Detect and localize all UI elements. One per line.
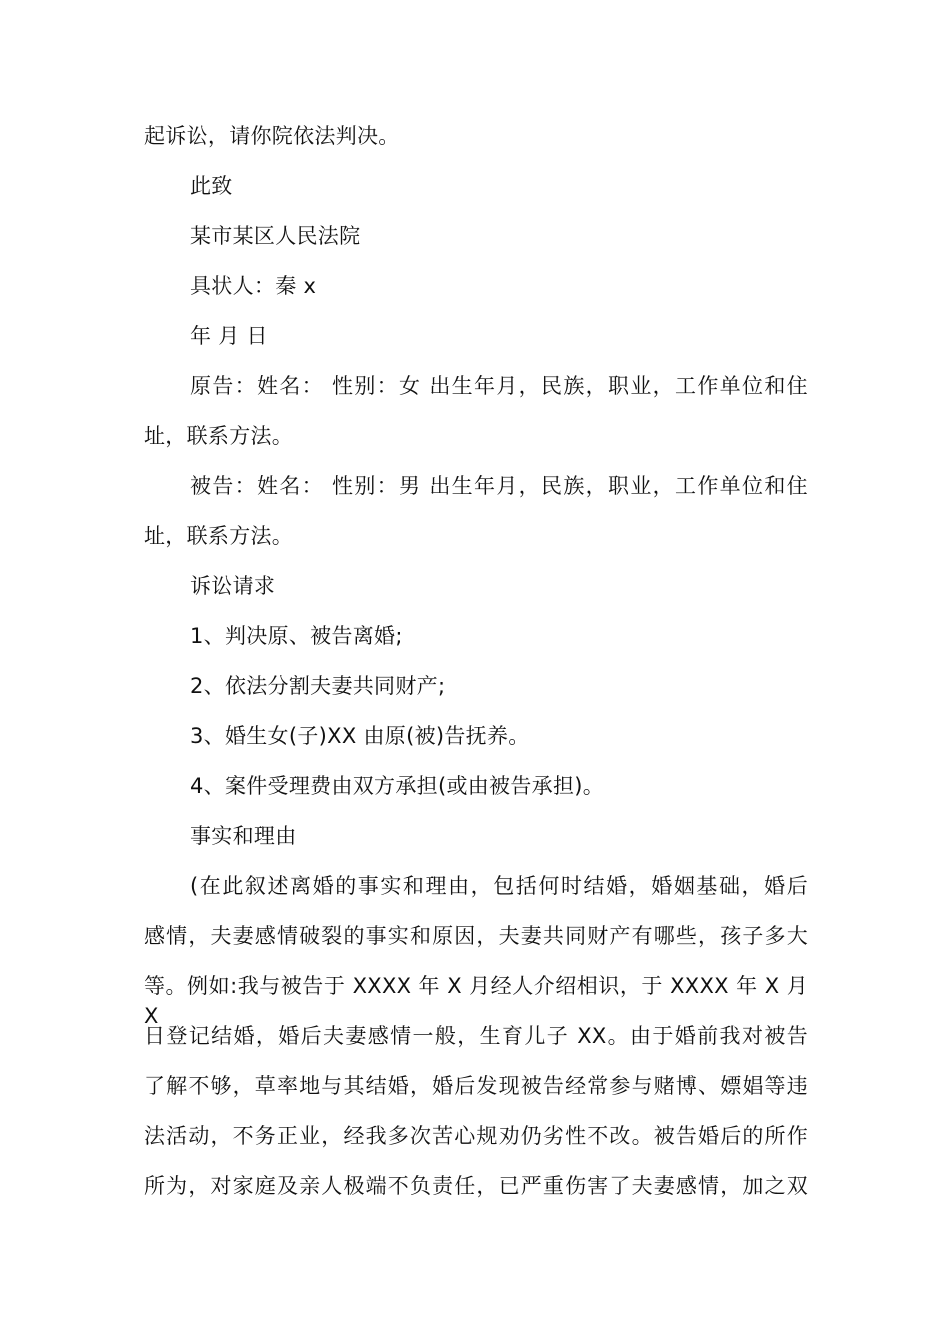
text-line-date: 年 月 日 [190,324,268,348]
facts-paragraph-line: 所为，对家庭及亲人极端不负责任，已严重伤害了夫妻感情，加之双 [144,1174,808,1198]
facts-paragraph-line: 了解不够，草率地与其结婚，婚后发现被告经常参与赌博、嫖娼等违 [144,1074,808,1098]
text-line-salutation: 此致 [190,174,233,198]
facts-paragraph-line: 日登记结婚，婚后夫妻感情一般，生育儿子 XX。由于婚前我对被告 [144,1024,808,1048]
facts-paragraph-line: 法活动，不务正业，经我多次苦心规劝仍劣性不改。被告婚后的所作 [144,1124,808,1148]
text-line-plaintiff-info-cont: 址，联系方法。 [144,424,294,448]
text-line-court-name: 某市某区人民法院 [190,224,361,248]
claim-item-2: 2、依法分割夫妻共同财产; [190,674,446,698]
text-line-petitioner: 具状人：秦 x [190,274,317,298]
section-heading-facts: 事实和理由 [190,824,297,848]
section-heading-claims: 诉讼请求 [190,574,276,598]
text-line-defendant-info: 被告：姓名： 性别：男 出生年月，民族，职业，工作单位和住 [190,474,808,498]
text-line-plaintiff-info: 原告：姓名： 性别：女 出生年月，民族，职业，工作单位和住 [190,374,808,398]
facts-paragraph-line: (在此叙述离婚的事实和理由，包括何时结婚，婚姻基础，婚后 [190,874,808,898]
text-line-closing-request: 起诉讼，请你院依法判决。 [144,124,400,148]
claim-item-1: 1、判决原、被告离婚; [190,624,403,648]
claim-item-3: 3、婚生女(子)XX 由原(被)告抚养。 [190,724,530,748]
facts-paragraph-line: 等。例如:我与被告于 XXXX 年 X 月经人介绍相识，于 XXXX 年 X 月 X [144,974,808,1028]
facts-paragraph-line: 感情，夫妻感情破裂的事实和原因，夫妻共同财产有哪些，孩子多大 [144,924,808,948]
text-line-defendant-info-cont: 址，联系方法。 [144,524,294,548]
claim-item-4: 4、案件受理费由双方承担(或由被告承担)。 [190,774,605,798]
